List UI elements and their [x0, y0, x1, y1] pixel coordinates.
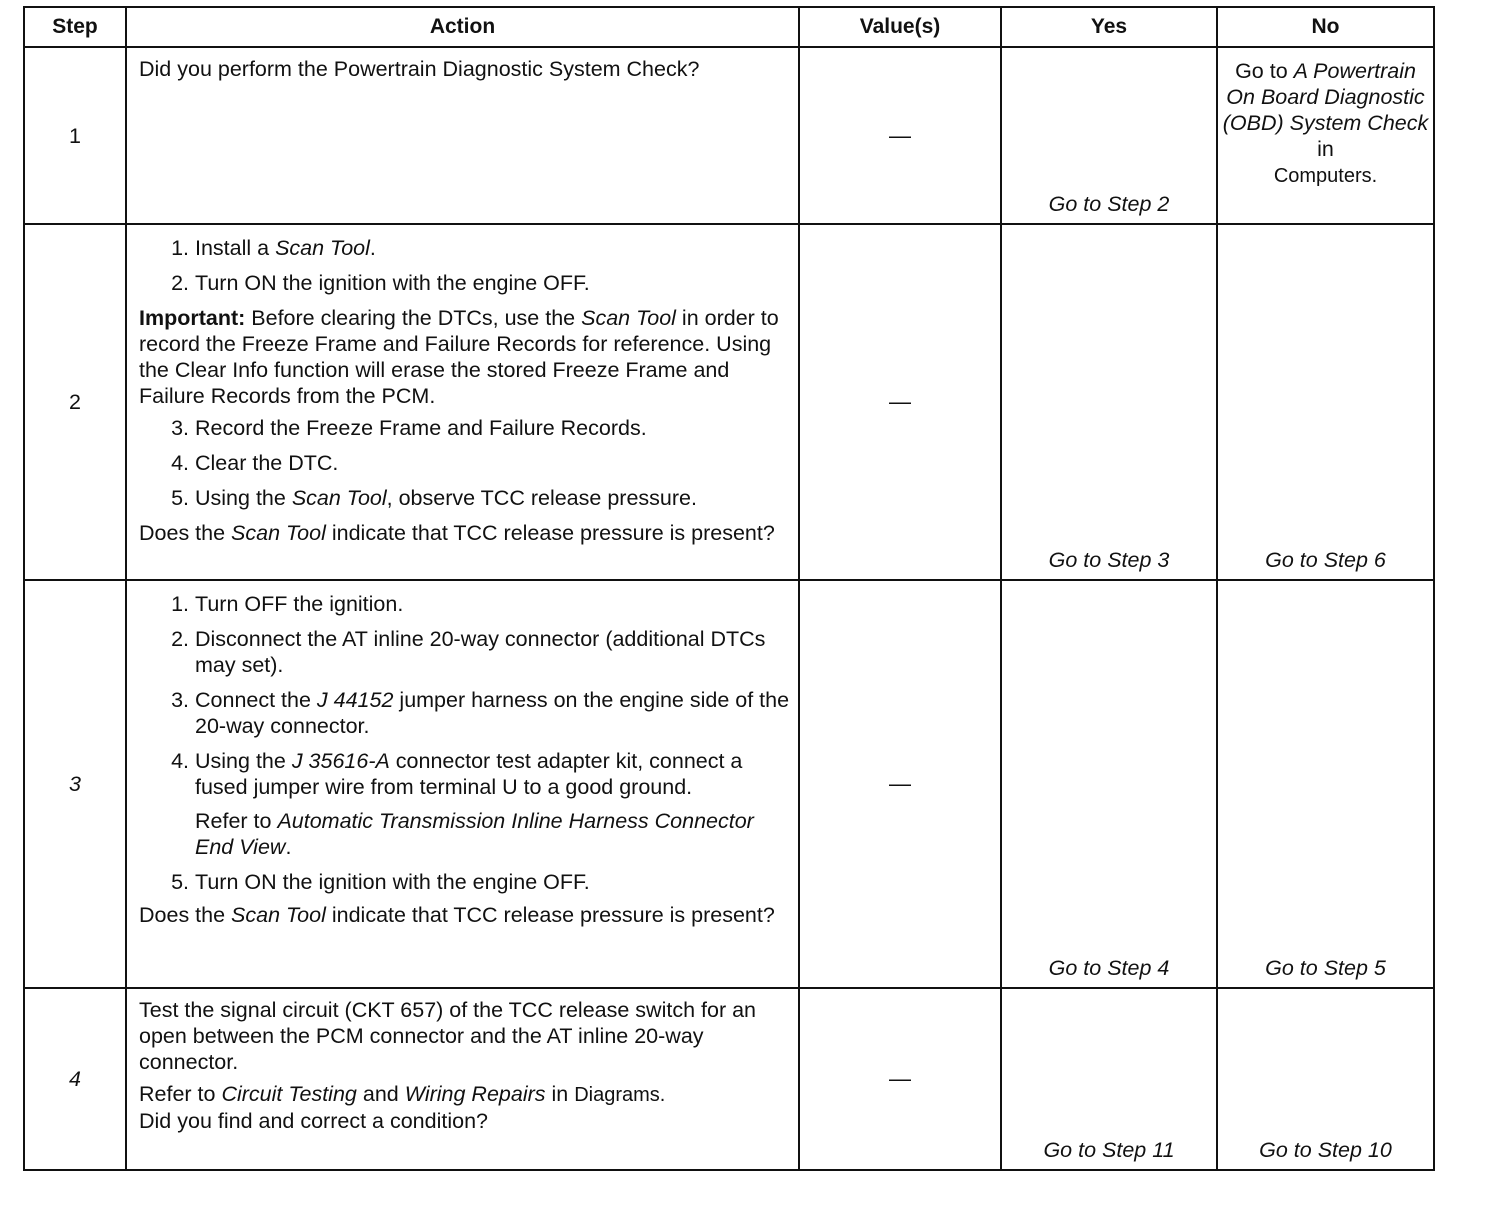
- list-item: 4. Clear the DTC.: [195, 450, 790, 476]
- step-number: 4: [24, 988, 126, 1170]
- yes-goto-link[interactable]: Go to Step 11: [1043, 1138, 1175, 1162]
- table-row: [24, 580, 1434, 988]
- question-text: Does the Scan Tool indicate that TCC release pressure is present?: [139, 903, 775, 927]
- list-item: 3. Record the Freeze Frame and Failure Records.: [195, 415, 790, 441]
- yes-cell: [1001, 47, 1217, 224]
- action-cell: [126, 47, 799, 224]
- value-cell: —: [799, 224, 1001, 580]
- action-text: Test the signal circuit (CKT 657) of the TCC release switch for an open between the PCM connector and the AT inline 20-way connector.: [139, 998, 756, 1074]
- table-row: [24, 224, 1434, 580]
- list-item: 5. Using the Scan Tool, observe TCC release pressure.: [195, 485, 790, 511]
- refer-note: Refer to Automatic Transmission Inline Harness Connector End View.: [195, 809, 754, 859]
- header-no: No: [1217, 7, 1434, 47]
- list-item: 3. Connect the J 44152 jumper harness on the engine side of the 20-way connector.: [195, 687, 790, 739]
- list-item: 2. Disconnect the AT inline 20-way connector (additional DTCs may set).: [195, 626, 790, 678]
- no-goto-link[interactable]: Go to Step 10: [1259, 1138, 1392, 1162]
- no-cell: Go to A Powertrain On Board Diagnostic (OBD) System Check in Computers.: [1217, 47, 1434, 224]
- yes-goto-link[interactable]: Go to Step 4: [1048, 956, 1170, 980]
- header-yes: Yes: [1001, 7, 1217, 47]
- step-number: 1: [24, 47, 126, 224]
- question-text: Did you perform the Powertrain Diagnostic System Check?: [139, 57, 700, 81]
- diagnostic-table: [23, 6, 1435, 1171]
- step-number: 2: [24, 224, 126, 580]
- list-item: 2. Turn ON the ignition with the engine OFF.: [195, 270, 790, 296]
- refer-note: Refer to Circuit Testing and Wiring Repairs in Diagrams.: [139, 1082, 666, 1106]
- header-row: [24, 7, 1434, 47]
- list-item: 1. Turn OFF the ignition.: [195, 591, 790, 617]
- important-note: Important: Before clearing the DTCs, use the Scan Tool in order to record the Freeze Frame and Failure Records for reference. Using the Clear Info function will erase the stored Freeze Frame and Failure Records from the PCM.: [139, 306, 779, 408]
- question-text: Did you find and correct a condition?: [139, 1109, 488, 1133]
- no-cell: [1217, 988, 1434, 1170]
- list-item: 5. Turn ON the ignition with the engine OFF.: [195, 869, 790, 895]
- table-row: [24, 47, 1434, 224]
- list-item: 1. Install a Scan Tool.: [195, 235, 790, 261]
- value-cell: —: [799, 47, 1001, 224]
- no-goto-link[interactable]: Go to Step 5: [1265, 956, 1386, 980]
- header-values: Value(s): [799, 7, 1001, 47]
- yes-goto-link[interactable]: Go to Step 2: [1048, 192, 1170, 216]
- yes-cell: [1001, 988, 1217, 1170]
- header-step: Step: [24, 7, 126, 47]
- step-number: 3: [24, 580, 126, 988]
- value-cell: —: [799, 988, 1001, 1170]
- no-cell: [1217, 580, 1434, 988]
- no-goto-link[interactable]: A Powertrain On Board Diagnostic (OBD) System Check: [1222, 59, 1429, 135]
- value-cell: —: [799, 580, 1001, 988]
- yes-goto-link[interactable]: Go to Step 3: [1048, 548, 1170, 572]
- no-goto-link[interactable]: Go to Step 6: [1265, 548, 1386, 572]
- no-cell: [1217, 224, 1434, 580]
- list-item: 4. Using the J 35616-A connector test adapter kit, connect a fused jumper wire from terminal U to a good ground. Refer to Automatic Transmission Inline Harness Connector End View.: [195, 748, 790, 860]
- action-cell: [126, 224, 799, 580]
- table-row: [24, 988, 1434, 1170]
- yes-cell: [1001, 580, 1217, 988]
- action-cell: [126, 580, 799, 988]
- question-text: Does the Scan Tool indicate that TCC release pressure is present?: [139, 521, 775, 545]
- yes-cell: [1001, 224, 1217, 580]
- header-action: Action: [126, 7, 799, 47]
- action-cell: [126, 988, 799, 1170]
